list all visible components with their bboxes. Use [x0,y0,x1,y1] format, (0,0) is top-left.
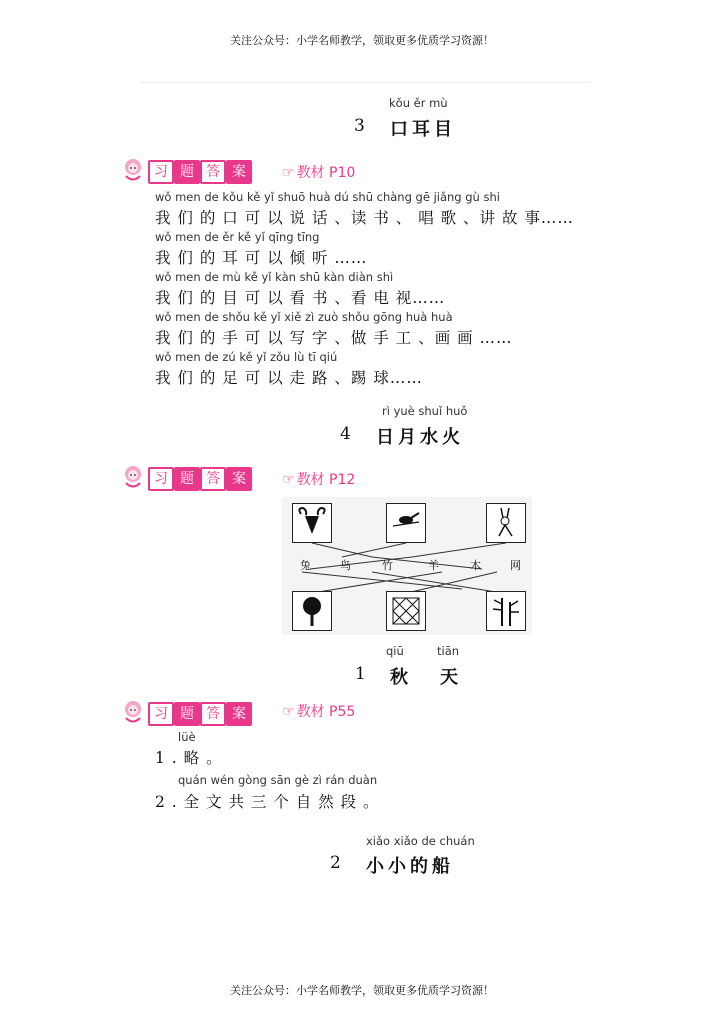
exercise-answer-label [120,156,250,180]
goat-card [292,503,332,543]
match-word-6: 网 [510,559,521,572]
answer-text-4: 我 们 的 手 可 以 写 字 、做 手 工 、画 画 …… [155,329,513,347]
lesson3-number: 3 [354,116,365,136]
item2-text: 2 . 全 文 共 三 个 自 然 段 。 [155,793,380,811]
answer-pinyin-2: wǒ men de ěr kě yǐ qīng tīng [155,230,320,244]
label-char-3: 答 [200,467,226,491]
picture-word-matching [282,497,532,635]
page-footer: 关注公众号：小学名师教学，领取更多优质学习资源！ [230,984,494,997]
answer-pinyin-5: wǒ men de zú kě yǐ zǒu lù tī qiú [155,350,338,364]
item1-text: 1 . 略 。 [155,749,223,767]
label-char-1: 习 [148,160,174,184]
lesson1-title-left: 秋 [390,667,412,688]
lesson4-title: 日月水火 [376,427,464,448]
lesson4-title-pinyin: rì yuè shuǐ huǒ [382,404,468,418]
lesson3-title: 口耳目 [390,119,456,140]
bamboo-icon [487,592,525,630]
tree-card [292,591,332,631]
item2-pinyin: quán wén gòng sān gè zì rán duàn [178,773,378,787]
tree-icon [293,592,331,630]
answer-pinyin-1: wǒ men de kǒu kě yǐ shuō huà dú shū chàng gē jiǎng gù shi [155,190,500,204]
label-char-3: 答 [200,160,226,184]
label-char-4: 案 [226,702,252,726]
textbook-ref-p10: ☞ 教材 P10 [282,165,356,181]
textbook-ref-p55: ☞ 教材 P55 [282,704,356,720]
bamboo-card [486,591,526,631]
net-icon [387,592,425,630]
lesson4-number: 4 [340,424,351,444]
lesson1-title-right: 天 [440,667,462,688]
bird-icon [387,504,425,542]
label-char-2: 题 [174,467,200,491]
goat-icon [293,504,331,542]
match-word-1: 兔 [300,559,311,572]
lesson3-title-pinyin: kǒu ěr mù [389,96,448,110]
label-char-1: 习 [148,467,174,491]
answer-pinyin-3: wǒ men de mù kě yǐ kàn shū kàn diàn shì [155,270,394,284]
answer-pinyin-4: wǒ men de shǒu kě yǐ xiě zì zuò shǒu gōng huà huà [155,310,453,324]
textbook-ref-p12: ☞ 教材 P12 [282,472,356,488]
answer-text-5: 我 们 的 足 可 以 走 路 、踢 球…… [155,369,423,387]
item1-pinyin: lüè [178,730,196,744]
header-divider [140,82,590,83]
rabbit-card [486,503,526,543]
lesson1-pinyin-tian: tiān [437,644,460,658]
match-word-3: 竹 [382,559,393,572]
label-char-2: 题 [174,702,200,726]
net-card [386,591,426,631]
pointing-hand-icon: ☞ [282,472,295,488]
girl-mascot-icon [120,463,146,489]
answer-text-1: 我 们 的 口 可 以 说 话 、读 书 、 唱 歌 、讲 故 事…… [155,209,574,227]
pointing-hand-icon: ☞ [282,165,295,181]
label-char-4: 案 [226,160,252,184]
lesson1-pinyin-qiu: qiū [386,644,404,658]
rabbit-icon [487,504,525,542]
page-header: 关注公众号：小学名师教学，领取更多优质学习资源！ [230,34,494,47]
pointing-hand-icon: ☞ [282,704,295,720]
answer-text-2: 我 们 的 耳 可 以 倾 听 …… [155,249,368,267]
answer-text-3: 我 们 的 目 可 以 看 书 、看 电 视…… [155,289,446,307]
lesson2-title-pinyin: xiǎo xiǎo de chuán [366,834,475,848]
girl-mascot-icon [120,698,146,724]
exercise-answer-label [120,698,250,722]
match-word-5: 木 [470,559,481,572]
label-char-1: 习 [148,702,174,726]
lesson2-title: 小小的船 [366,856,454,877]
label-char-4: 案 [226,467,252,491]
label-char-2: 题 [174,160,200,184]
girl-mascot-icon [120,156,146,182]
match-word-2: 鸟 [340,559,351,572]
exercise-answer-label [120,463,250,487]
match-word-4: 羊 [428,559,439,572]
label-char-3: 答 [200,702,226,726]
lesson2-number: 2 [330,853,341,873]
lesson1-number: 1 [355,664,366,684]
bird-card [386,503,426,543]
